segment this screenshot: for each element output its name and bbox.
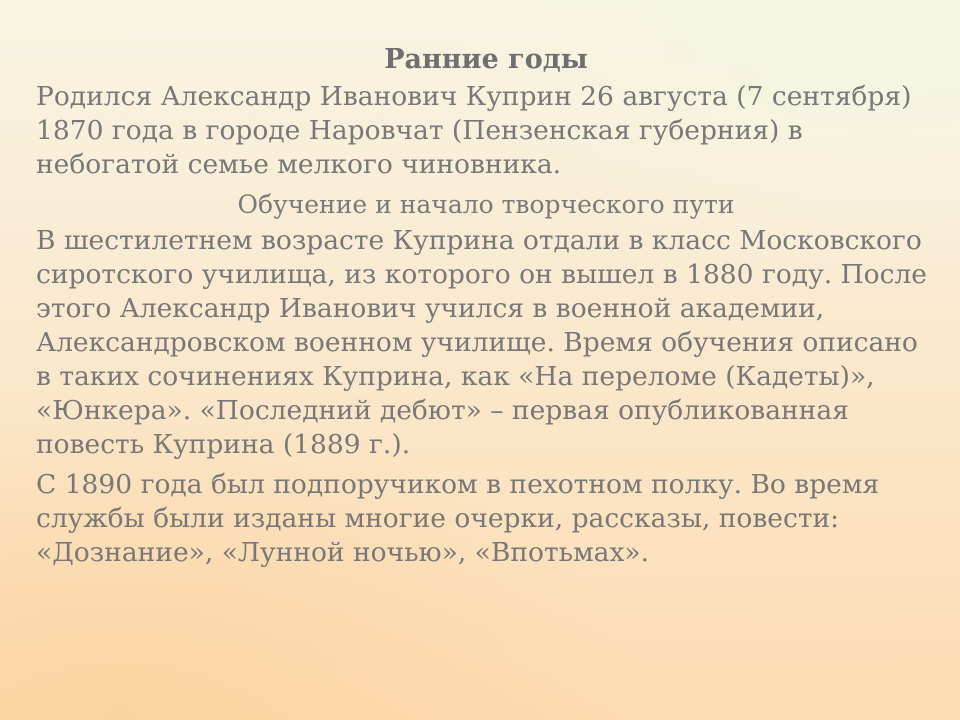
slide-content xyxy=(36,42,936,576)
paragraph-birth: Родился Александр Иванович Куприн 26 августа (7 сентября) 1870 года в городе Наровчат (Пензенская губерния) в небогатой семье мелкого чиновника. xyxy=(36,81,912,180)
paragraph-education: В шестилетнем возрасте Куприна отдали в класс Московского сиротского училища, из которого он вышел в 1880 году. После этого Александр Иванович учился в военной академии, Александровском военном училище. Время обучения описано в таких сочинениях Куприна, как «На переломе (Кадеты)», «Юнкера». «Последний дебют» – первая опубликованная повесть Куприна (1889 г.). xyxy=(36,225,927,460)
paragraph-service: С 1890 года был подпоручиком в пехотном полку. Во время службы были изданы многие очерки, рассказы, повести: «Дознание», «Лунной ночью», «Впотьмах». xyxy=(36,469,880,568)
heading-early-years: Ранние годы xyxy=(384,44,588,75)
heading-education: Обучение и начало творческого пути xyxy=(237,190,735,219)
